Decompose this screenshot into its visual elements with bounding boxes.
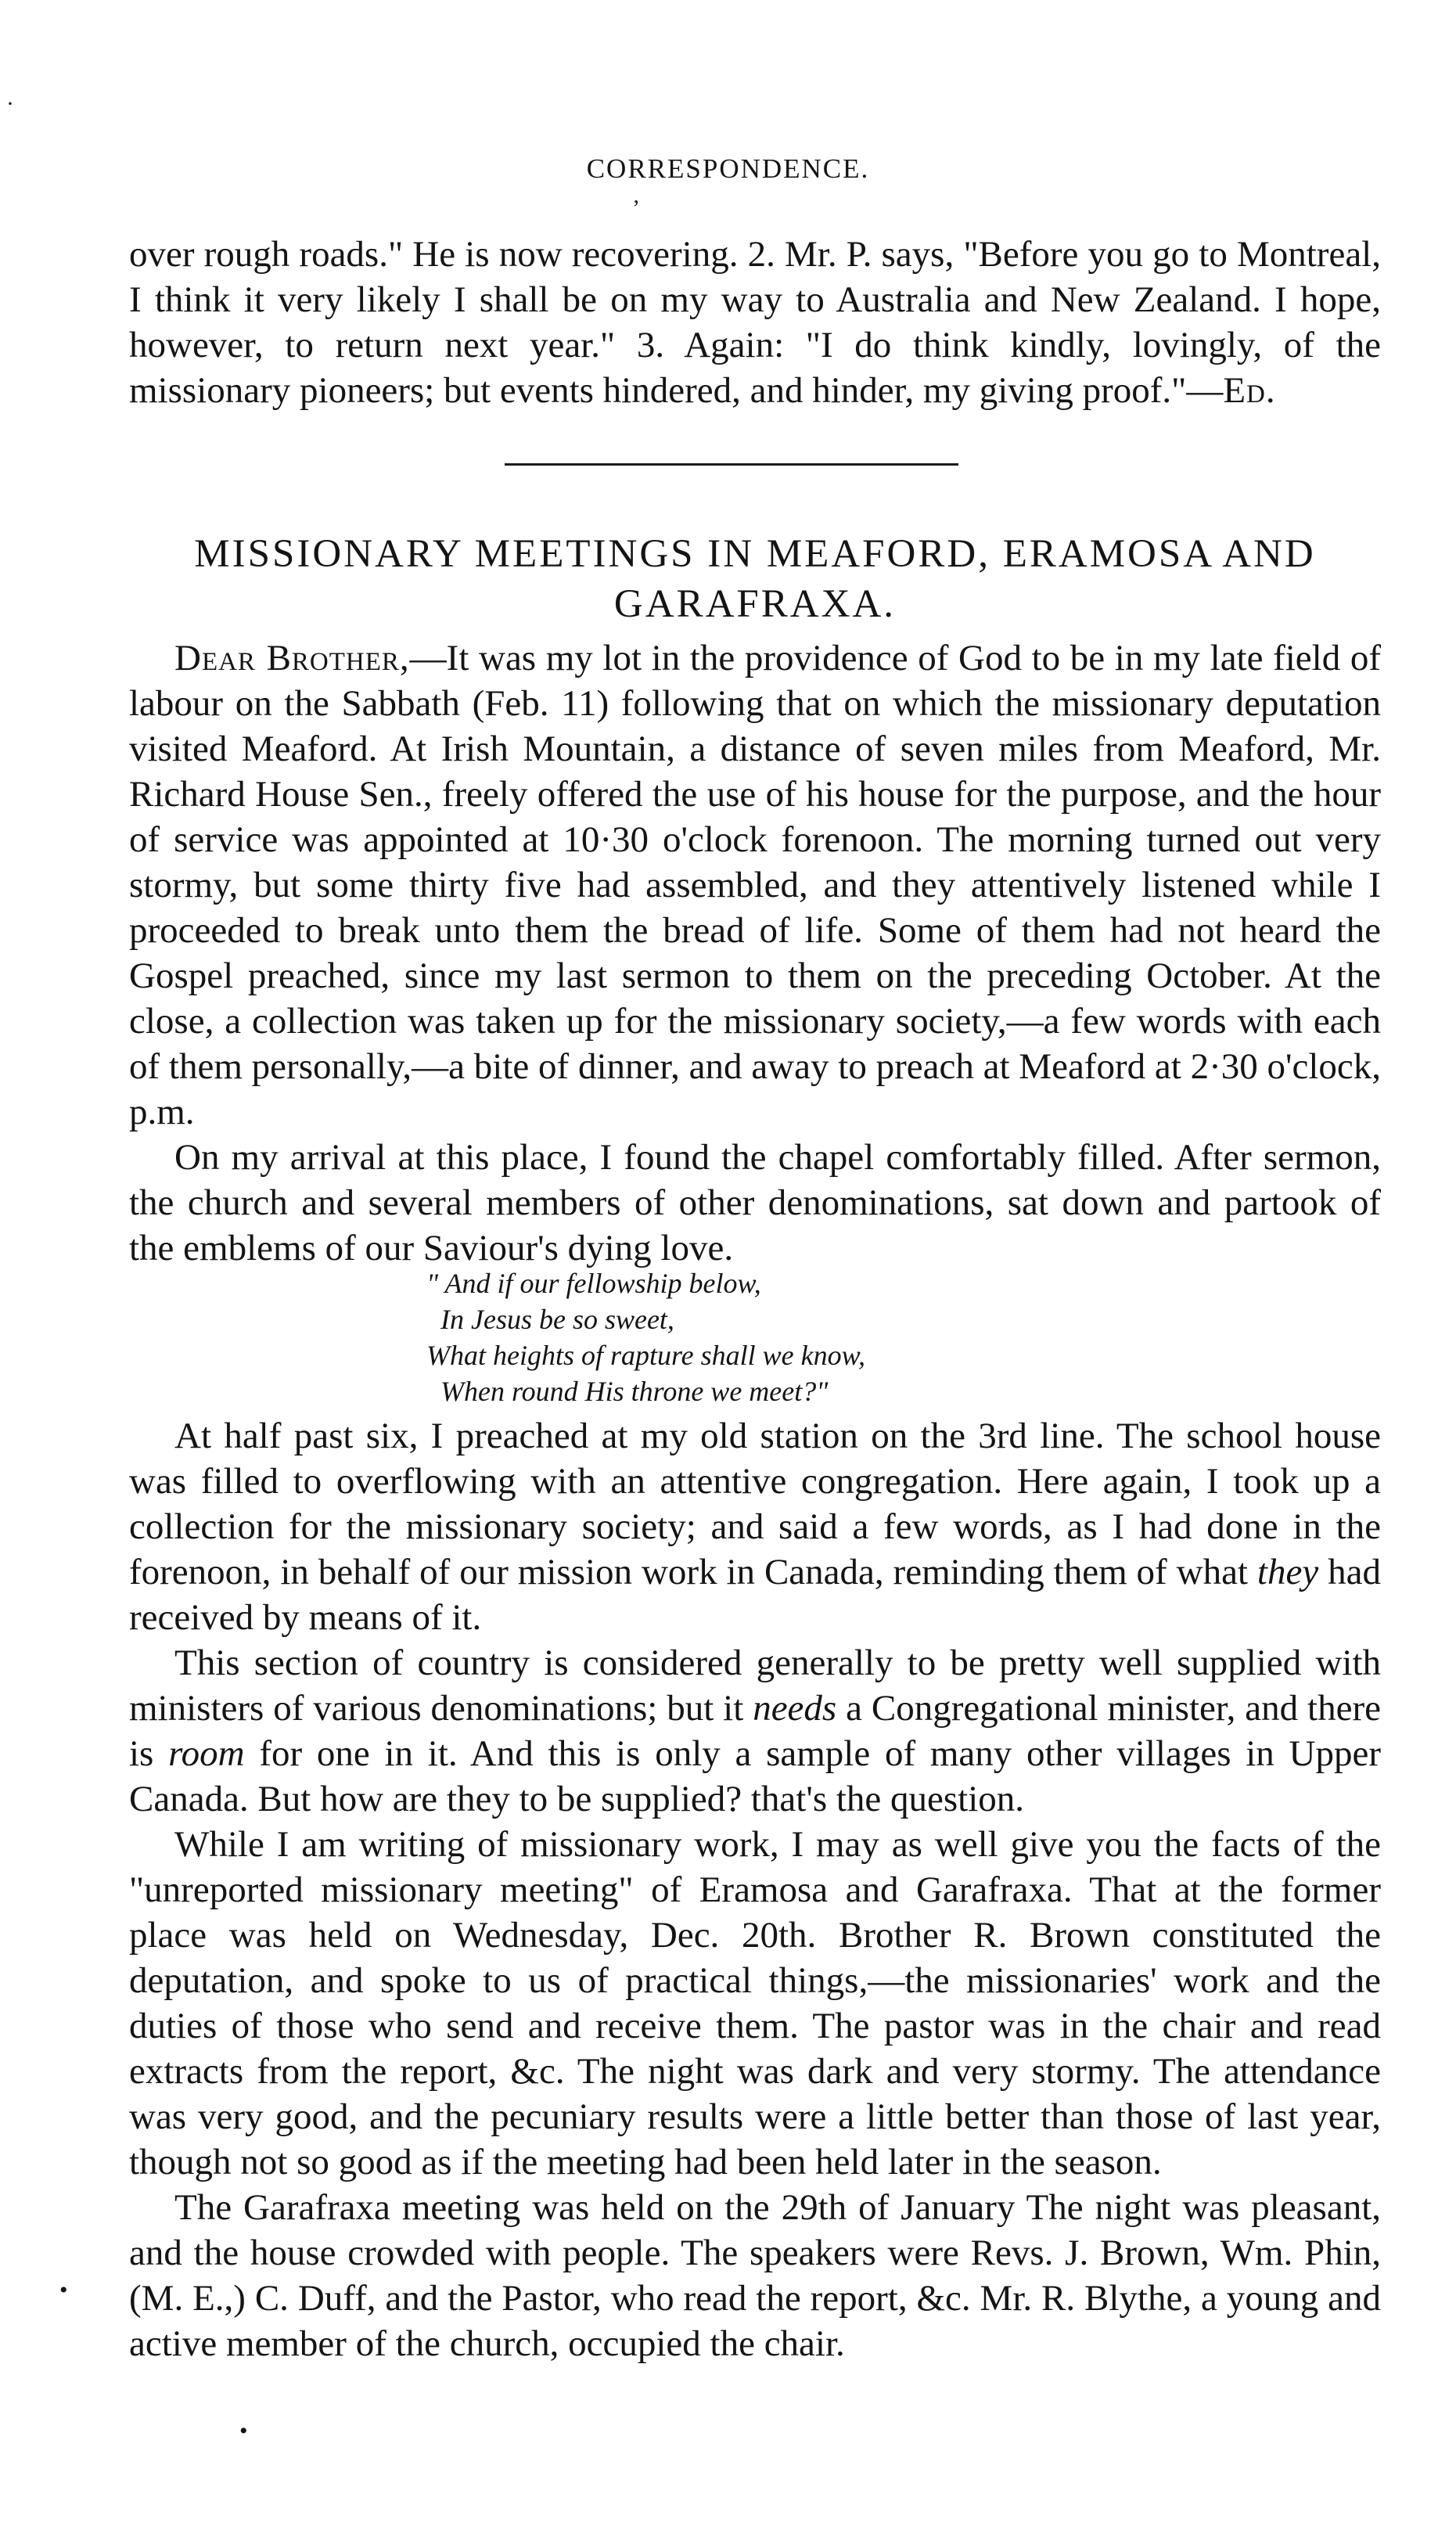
verse-line: In Jesus be so sweet, <box>440 1304 674 1335</box>
header-mark: ʼ <box>632 196 640 221</box>
paragraph-1-text: —It was my lot in the providence of God to be in my late field of labour on the Sabbath (Feb. 11) following that on which the missionary deputation visited Meaford. At Irish Mountain, a distance of seven miles from Meaford, Mr. Richard House Sen., freely offered the use of his house for the purpose, and the hour of service was appointed at 10·30 o'clock forenoon. The morning turned out very stormy, but some thirty five had assembled, and they attentively listened while I proceeded to break unto them the bread of life. Some of them had not heard the Gospel preached, since my last sermon to them on the preceding October. At the close, a collection was taken up for the missionary society,—a few words with each of them personally,—a bite of dinner, and away to preach at Meaford at 2·30 o'clock, p.m. <box>129 638 1381 1132</box>
hymn-verse <box>426 1265 865 1409</box>
paragraph-4-text-end: for one in it. And this is only a sample of many other villages in Upper Canada. But how are they to be supplied? that's the question. <box>129 1733 1381 1819</box>
paragraph-6: The Garafraxa meeting was held on the 29th of January The night was pleasant, and the house crowded with people. The speakers were Revs. J. Brown, Wm. Phin, (M. E.,) C. Duff, and the Pastor, who read the report, &c. Mr. R. Blythe, a young and active member of the church, occupied the chair. <box>129 2187 1381 2364</box>
paragraph-3-text-end: had received by means of it. <box>129 1552 1381 1638</box>
footer-speck: • <box>239 2418 248 2444</box>
emphasis: they <box>1256 1552 1319 1592</box>
section-divider <box>505 463 958 466</box>
article-body-part-1 <box>129 635 1381 1271</box>
continuation-paragraph <box>129 232 1381 413</box>
paragraph-4-text-mid: a Congregational minister, and there is <box>129 1688 1381 1774</box>
continuation-block <box>129 232 1381 413</box>
verse-line: When round His throne we meet?" <box>440 1376 829 1407</box>
continuation-text: over rough roads." He is now recovering. 2. Mr. P. says, "Before you go to Montreal, I think it very likely I shall be on my way to Australia and New Zealand. I hope, however, to return next year." 3. Again: "I do think kindly, lovingly, of the missionary pioneers; but events hindered, and hinder, my giving proof."— <box>129 234 1381 411</box>
paragraph-1 <box>129 635 1381 1135</box>
emphasis: room <box>168 1733 245 1774</box>
paragraph-2: On my arrival at this place, I found the chapel comfortably filled. After sermon, the church and several members of other denominations, sat down and partook of the emblems of our Saviour's dying love. <box>129 1137 1381 1268</box>
running-head: CORRESPONDENCE. <box>586 153 870 184</box>
paragraph-5: While I am writing of missionary work, I may as well give you the facts of the "unreported missionary meeting" of Eramosa and Garafraxa. That at the former place was held on Wednesday, Dec. 20th. Brother R. Brown constituted the deputation, and spoke to us of practical things,—the missionaries' work and the duties of those who send and receive them. The pastor was in the chair and read extracts from the report, &c. The night was dark and very stormy. The attendance was very good, and the pecuniary results were a little better than those of last year, though not so good as if the meeting had been held later in the season. <box>129 1824 1381 2182</box>
editor-signature: Ed. <box>1223 370 1276 411</box>
verse-line: " And if our fellowship below, <box>426 1268 761 1299</box>
paragraph-3 <box>129 1413 1381 1640</box>
emphasis: needs <box>753 1688 837 1729</box>
paragraph-3-text: At half past six, I preached at my old station on the 3rd line. The school house was filled to overflowing with an attentive congregation. Here again, I took up a collection for the missionary society; and said a few words, as I had done in the forenoon, in behalf of our mission work in Canada, reminding them of what <box>129 1416 1381 1592</box>
verse-line: What heights of rapture shall we know, <box>426 1340 865 1371</box>
paragraph-4 <box>129 1640 1381 1822</box>
article-title: MISSIONARY MEETINGS IN MEAFORD, ERAMOSA AND GARAFRAXA. <box>194 532 1316 626</box>
article-body-part-2 <box>129 1413 1381 2366</box>
margin-bullet: • <box>59 2277 68 2303</box>
paragraph-4-text: This section of country is considered generally to be pretty well supplied with ministers of various denominations; but it <box>129 1643 1381 1729</box>
margin-speck: · <box>6 91 14 117</box>
salutation: Dear Brother, <box>174 638 410 678</box>
